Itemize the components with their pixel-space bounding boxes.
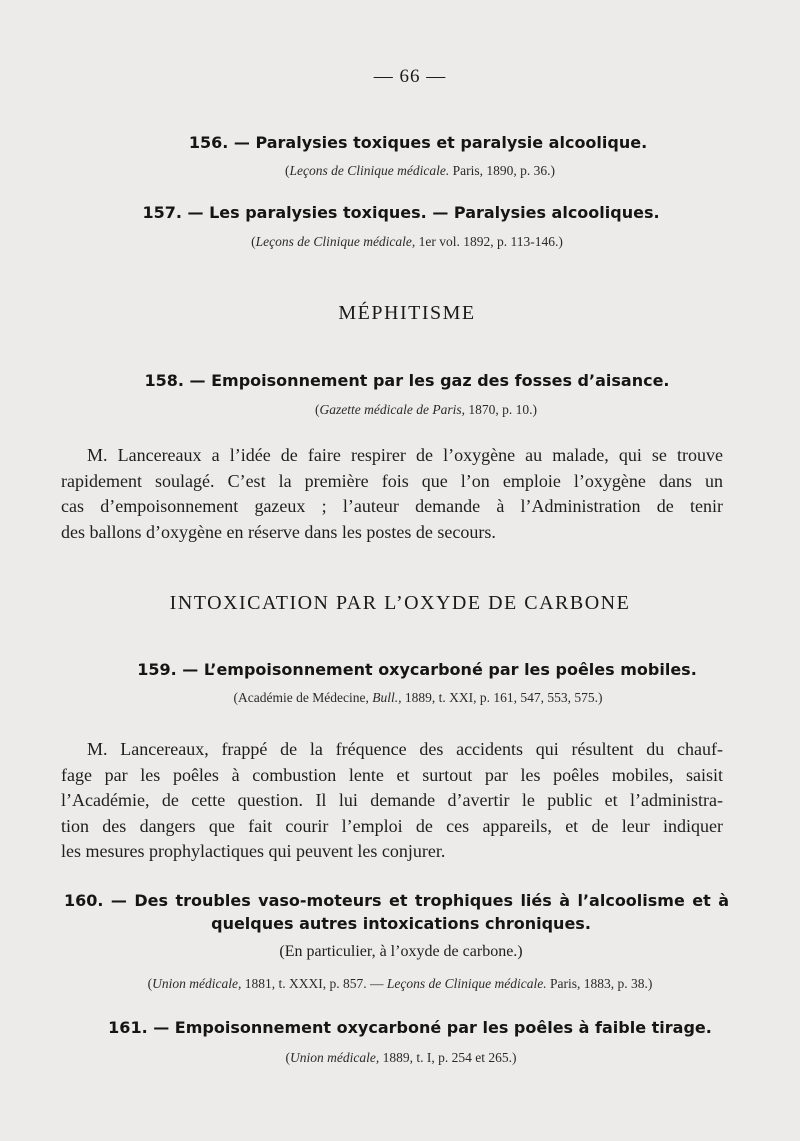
paragraph-line: l’Académie, de cette question. Il lui demande d’avertir le public et l’administra-	[61, 790, 723, 810]
paragraph-158	[61, 443, 723, 545]
ref-mid: 1881, t. XXXI, p. 857. —	[244, 976, 384, 991]
entry-number: 156.	[188, 133, 229, 152]
entry-160-subtitle: (En particulier, à l’oxyde de carbone.)	[279, 943, 523, 960]
paragraph-line: fage par les poêles à combustion lente et surtout par les poêles mobiles, saisit	[61, 764, 723, 785]
entry-title-text: Des troubles vaso-moteurs et trophiques liés à l’alcoolisme et à	[134, 891, 730, 910]
section-heading-mephitisme: MÉPHITISME	[338, 302, 476, 324]
entry-number: 161.	[108, 1018, 148, 1037]
entry-161-title: 161. — Empoisonnement oxycarboné par les poêles à faible tirage.	[108, 1018, 712, 1037]
entry-title-text: L’empoisonnement oxycarboné par les poêles mobiles.	[203, 660, 697, 679]
entry-title-text: Empoisonnement par les gaz des fosses d’aisance.	[211, 371, 670, 390]
entry-156-title: 156. — Paralysies toxiques et paralysie alcoolique.	[188, 133, 648, 152]
ref-rest: 1870, p. 10.	[468, 402, 533, 417]
paragraph-line: des ballons d’oxygène en réserve dans les postes de secours.	[61, 521, 496, 542]
ref-rest: 1er vol. 1892, p. 113-146.	[418, 234, 559, 249]
entry-157-title: 157. — Les paralysies toxiques. — Paralysies alcooliques.	[142, 203, 660, 222]
entry-number: 160.	[64, 891, 104, 910]
ref-prefix: Académie de Médecine,	[238, 690, 369, 705]
ref-italic: Bull.,	[372, 690, 402, 705]
paragraph-line: les mesures prophylactiques qui peuvent les conjurer.	[61, 841, 446, 861]
ref-rest: 1889, t. XXI, p. 161, 547, 553, 575.	[404, 690, 598, 705]
entry-159-title: 159. — L’empoisonnement oxycarboné par les poêles mobiles.	[137, 660, 697, 679]
paragraph-line: rapidement soulagé. C’est la première fois que l’on emploie l’oxygène dans un	[61, 470, 723, 491]
entry-158-reference: (Gazette médicale de Paris, 1870, p. 10.)	[315, 402, 537, 417]
paragraph-line: cas d’empoisonnement gazeux ; l’auteur demande à l’Administration de tenir	[61, 496, 723, 516]
entry-160-title-line2: quelques autres intoxications chroniques.	[211, 914, 591, 933]
ref-rest: 1889, t. I, p. 254 et 265.	[382, 1050, 512, 1065]
entry-156-reference: (Leçons de Clinique médicale. Paris, 1890, p. 36.)	[285, 163, 555, 178]
ref-italic: Leçons de Clinique médicale.	[289, 163, 450, 178]
paragraph-159	[61, 737, 723, 865]
ref-italic: Union médicale,	[152, 976, 242, 991]
entry-number: 159.	[137, 660, 177, 679]
entry-160-reference: (Union médicale, 1881, t. XXXI, p. 857. — Leçons de Clinique médicale. Paris, 1883, p. 38.)	[147, 976, 653, 991]
entry-158-title: 158. — Empoisonnement par les gaz des fosses d’aisance.	[144, 371, 670, 390]
entry-160-title-line1: 160. — Des troubles vaso-moteurs et trophiques liés à l’alcoolisme et à	[64, 891, 730, 910]
entry-number: 157.	[142, 203, 182, 222]
paragraph-line: tion des dangers que fait courir l’emploi de ces appareils, et de leur indiquer	[61, 815, 723, 836]
ref-rest: Paris, 1883, p. 38.	[549, 976, 648, 991]
ref-italic: Union médicale,	[290, 1050, 380, 1065]
section-heading-intoxication: INTOXICATION PAR L’OXYDE DE CARBONE	[169, 592, 631, 614]
ref-italic-2: Leçons de Clinique médicale.	[386, 976, 547, 991]
entry-number: 158.	[144, 371, 184, 390]
entry-title-text: Les paralysies toxiques. — Paralysies alcooliques.	[209, 203, 660, 222]
ref-italic: Leçons de Clinique médicale,	[255, 234, 416, 249]
paragraph-line: M. Lancereaux, frappé de la fréquence des accidents qui résultent du chauf-	[87, 739, 723, 759]
entry-title-text: Empoisonnement oxycarboné par les poêles à faible tirage.	[174, 1018, 712, 1037]
ref-rest: Paris, 1890, p. 36.	[452, 163, 551, 178]
entry-title-text: Paralysies toxiques et paralysie alcoolique.	[255, 133, 648, 152]
page-number: — 66 —	[373, 66, 447, 87]
paragraph-line: M. Lancereaux a l’idée de faire respirer de l’oxygène au malade, qui se trouve	[87, 445, 723, 465]
entry-159-reference: (Académie de Médecine, Bull., 1889, t. XXI, p. 161, 547, 553, 575.)	[233, 690, 603, 705]
entry-161-reference: (Union médicale, 1889, t. I, p. 254 et 265.)	[285, 1050, 517, 1065]
ref-italic: Gazette médicale de Paris,	[319, 402, 465, 417]
entry-157-reference: (Leçons de Clinique médicale, 1er vol. 1892, p. 113-146.)	[251, 234, 563, 249]
